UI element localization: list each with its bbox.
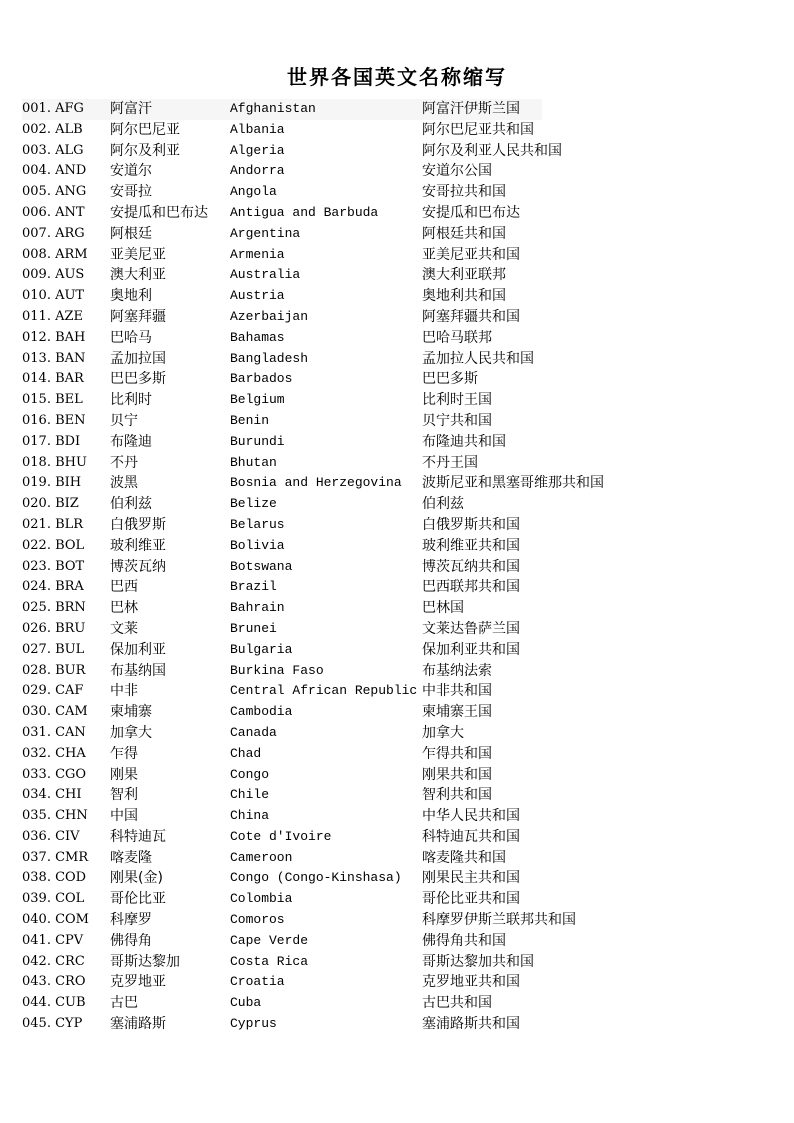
country-name-short: 柬埔寨 — [110, 704, 152, 721]
list-item — [22, 681, 682, 702]
country-name-english: Azerbaijan — [230, 308, 309, 324]
country-name-full: 中华人民共和国 — [422, 808, 520, 825]
country-name-english: Australia — [230, 267, 301, 283]
country-list — [22, 99, 682, 1035]
list-item — [22, 265, 682, 286]
list-item — [22, 993, 682, 1014]
list-item — [22, 473, 682, 494]
country-name-english: Croatia — [230, 974, 285, 990]
country-name-short: 巴西 — [110, 579, 138, 596]
country-code: 027. BUL — [22, 641, 85, 657]
country-name-short: 哥伦比亚 — [110, 891, 166, 908]
country-code: 043. CRO — [22, 974, 86, 990]
country-name-short: 克罗地亚 — [110, 974, 166, 991]
country-name-english: Cyprus — [230, 1016, 277, 1032]
country-name-short: 不丹 — [110, 454, 138, 471]
list-item — [22, 765, 682, 786]
list-item — [22, 328, 682, 349]
country-code: 002. ALB — [22, 121, 83, 137]
country-name-full: 古巴共和国 — [422, 995, 492, 1012]
country-name-full: 奥地利共和国 — [422, 288, 506, 305]
country-name-full: 阿尔巴尼亚共和国 — [422, 121, 534, 138]
list-item — [22, 224, 682, 245]
list-item — [22, 203, 682, 224]
country-name-short: 布基纳国 — [110, 662, 166, 679]
country-name-short: 保加利亚 — [110, 641, 166, 658]
list-item — [22, 1014, 682, 1035]
list-item — [22, 702, 682, 723]
country-code: 015. BEL — [22, 392, 83, 408]
country-name-full: 安哥拉共和国 — [422, 184, 506, 201]
list-item — [22, 515, 682, 536]
country-code: 017. BDI — [22, 433, 81, 449]
country-name-full: 博茨瓦纳共和国 — [422, 558, 520, 575]
list-item — [22, 453, 682, 474]
country-name-full: 不丹王国 — [422, 454, 478, 471]
country-name-short: 哥斯达黎加 — [110, 953, 180, 970]
country-name-full: 乍得共和国 — [422, 745, 492, 762]
country-name-short: 澳大利亚 — [110, 267, 166, 284]
country-name-english: Burundi — [230, 433, 285, 449]
country-code: 038. COD — [22, 870, 87, 886]
country-name-english: Albania — [230, 121, 285, 137]
country-name-english: Armenia — [230, 246, 285, 262]
country-name-full: 佛得角共和国 — [422, 932, 506, 949]
country-name-short: 古巴 — [110, 995, 138, 1012]
country-name-short: 科摩罗 — [110, 912, 152, 929]
country-code: 044. CUB — [22, 995, 86, 1011]
country-name-short: 安道尔 — [110, 163, 152, 180]
country-name-english: Cote d'Ivoire — [230, 828, 332, 844]
country-name-english: Cameroon — [230, 849, 293, 865]
country-name-short: 加拿大 — [110, 724, 152, 741]
country-code: 013. BAN — [22, 350, 86, 366]
country-name-short: 中非 — [110, 683, 138, 700]
country-code: 009. AUS — [22, 267, 85, 283]
country-name-full: 安道尔公国 — [422, 163, 492, 180]
country-name-short: 喀麦隆 — [110, 849, 152, 866]
country-name-english: Chile — [230, 787, 270, 803]
country-name-full: 巴哈马联邦 — [422, 329, 492, 346]
list-item — [22, 952, 682, 973]
country-name-short: 刚果 — [110, 766, 138, 783]
country-name-short: 阿富汗 — [110, 101, 152, 117]
list-item — [22, 161, 682, 182]
country-name-english: Congo (Congo-Kinshasa) — [230, 870, 402, 886]
list-item — [22, 99, 542, 120]
country-code: 003. ALG — [22, 142, 84, 158]
country-code: 041. CPV — [22, 932, 84, 948]
country-name-english: Angola — [230, 184, 277, 200]
country-name-short: 佛得角 — [110, 932, 152, 949]
country-name-short: 中国 — [110, 808, 138, 825]
country-name-english: Canada — [230, 724, 277, 740]
country-name-full: 智利共和国 — [422, 787, 492, 804]
country-name-full: 阿富汗伊斯兰国 — [422, 101, 520, 117]
country-code: 039. COL — [22, 891, 85, 907]
country-name-english: Cape Verde — [230, 932, 309, 948]
country-name-full: 哥伦比亚共和国 — [422, 891, 520, 908]
list-item — [22, 557, 682, 578]
country-code: 018. BHU — [22, 454, 87, 470]
country-code: 001. AFG — [22, 101, 84, 116]
list-item — [22, 141, 682, 162]
country-code: 021. BLR — [22, 516, 84, 532]
country-name-english: Austria — [230, 288, 285, 304]
list-item — [22, 827, 682, 848]
country-name-full: 阿塞拜疆共和国 — [422, 308, 520, 325]
list-item — [22, 411, 682, 432]
country-name-full: 比利时王国 — [422, 392, 492, 409]
country-name-short: 巴林 — [110, 600, 138, 617]
country-name-full: 刚果共和国 — [422, 766, 492, 783]
country-name-short: 安哥拉 — [110, 184, 152, 201]
country-name-english: Argentina — [230, 225, 301, 241]
country-name-full: 文莱达鲁萨兰国 — [422, 620, 520, 637]
list-item — [22, 972, 682, 993]
country-name-short: 科特迪瓦 — [110, 828, 166, 845]
country-name-full: 白俄罗斯共和国 — [422, 516, 520, 533]
list-item — [22, 577, 682, 598]
country-name-full: 阿根廷共和国 — [422, 225, 506, 242]
list-item — [22, 307, 682, 328]
country-name-english: Comoros — [230, 912, 285, 928]
country-name-english: Antigua and Barbuda — [230, 204, 379, 220]
country-code: 036. CIV — [22, 828, 80, 844]
country-code: 024. BRA — [22, 579, 84, 595]
country-name-full: 柬埔寨王国 — [422, 704, 492, 721]
list-item — [22, 868, 682, 889]
country-code: 025. BRN — [22, 600, 86, 616]
country-name-short: 伯利兹 — [110, 496, 152, 513]
country-name-full: 保加利亚共和国 — [422, 641, 520, 658]
country-name-full: 刚果民主共和国 — [422, 870, 520, 887]
country-name-short: 乍得 — [110, 745, 138, 762]
country-name-english: Brazil — [230, 579, 277, 595]
list-item — [22, 619, 682, 640]
country-name-english: Belgium — [230, 392, 285, 408]
country-name-short: 巴巴多斯 — [110, 371, 166, 388]
country-code: 030. CAM — [22, 704, 88, 720]
list-item — [22, 432, 682, 453]
list-item — [22, 910, 682, 931]
country-name-short: 刚果(金) — [110, 870, 163, 887]
country-name-full: 澳大利亚联邦 — [422, 267, 506, 284]
list-item — [22, 245, 682, 266]
country-name-full: 布隆迪共和国 — [422, 433, 506, 450]
country-name-english: Bahrain — [230, 600, 285, 616]
country-name-english: China — [230, 808, 270, 824]
country-code: 028. BUR — [22, 662, 86, 678]
country-name-full: 玻利维亚共和国 — [422, 537, 520, 554]
country-name-english: Bosnia and Herzegovina — [230, 475, 402, 491]
country-name-short: 智利 — [110, 787, 138, 804]
list-item — [22, 931, 682, 952]
country-name-english: Costa Rica — [230, 953, 309, 969]
country-code: 042. CRC — [22, 953, 85, 969]
list-item — [22, 598, 682, 619]
country-name-short: 波黑 — [110, 475, 138, 492]
country-code: 031. CAN — [22, 724, 86, 740]
country-code: 023. BOT — [22, 558, 85, 574]
country-code: 040. COM — [22, 912, 89, 928]
list-item — [22, 120, 682, 141]
country-code: 007. ARG — [22, 225, 85, 241]
country-code: 034. CHI — [22, 787, 82, 803]
list-item — [22, 723, 682, 744]
country-code: 019. BIH — [22, 475, 82, 491]
country-name-short: 亚美尼亚 — [110, 246, 166, 263]
country-name-english: Chad — [230, 745, 262, 761]
country-code: 004. AND — [22, 163, 87, 179]
list-item — [22, 390, 682, 411]
country-name-short: 贝宁 — [110, 412, 138, 429]
country-name-full: 伯利兹 — [422, 496, 464, 513]
country-name-english: Algeria — [230, 142, 285, 158]
country-name-short: 阿尔巴尼亚 — [110, 121, 180, 138]
country-name-short: 阿塞拜疆 — [110, 308, 166, 325]
country-name-short: 安提瓜和巴布达 — [110, 204, 208, 221]
country-name-english: Benin — [230, 412, 270, 428]
country-code: 011. AZE — [22, 308, 83, 324]
country-name-full: 巴巴多斯 — [422, 371, 478, 388]
country-name-english: Bahamas — [230, 329, 285, 345]
list-item — [22, 806, 682, 827]
country-name-english: Central African Republic — [230, 683, 418, 699]
list-item — [22, 661, 682, 682]
country-name-full: 科摩罗伊斯兰联邦共和国 — [422, 912, 576, 929]
country-code: 045. CYP — [22, 1016, 83, 1032]
country-name-full: 巴西联邦共和国 — [422, 579, 520, 596]
country-name-short: 奥地利 — [110, 288, 152, 305]
country-code: 008. ARM — [22, 246, 88, 262]
country-name-full: 巴林国 — [422, 600, 464, 617]
list-item — [22, 848, 682, 869]
country-name-full: 中非共和国 — [422, 683, 492, 700]
country-name-short: 比利时 — [110, 392, 152, 409]
country-name-english: Botswana — [230, 558, 293, 574]
country-name-full: 布基纳法索 — [422, 662, 492, 679]
country-name-short: 巴哈马 — [110, 329, 152, 346]
country-name-short: 玻利维亚 — [110, 537, 166, 554]
country-name-english: Cuba — [230, 995, 262, 1011]
country-code: 037. CMR — [22, 849, 89, 865]
country-name-short: 文莱 — [110, 620, 138, 637]
list-item — [22, 349, 682, 370]
country-name-short: 塞浦路斯 — [110, 1016, 166, 1033]
country-name-english: Belize — [230, 496, 277, 512]
list-item — [22, 785, 682, 806]
country-code: 012. BAH — [22, 329, 86, 345]
country-name-full: 孟加拉人民共和国 — [422, 350, 534, 367]
country-name-english: Congo — [230, 766, 270, 782]
country-name-english: Barbados — [230, 371, 293, 387]
country-name-short: 博茨瓦纳 — [110, 558, 166, 575]
country-code: 020. BIZ — [22, 496, 79, 512]
list-item — [22, 640, 682, 661]
country-name-short: 孟加拉国 — [110, 350, 166, 367]
country-code: 016. BEN — [22, 412, 86, 428]
country-name-english: Andorra — [230, 163, 285, 179]
country-name-full: 阿尔及利亚人民共和国 — [422, 142, 562, 159]
country-name-short: 阿尔及利亚 — [110, 142, 180, 159]
country-code: 032. CHA — [22, 745, 86, 761]
country-name-full: 加拿大 — [422, 724, 464, 741]
country-name-english: Colombia — [230, 891, 293, 907]
country-name-english: Afghanistan — [230, 101, 316, 116]
list-item — [22, 369, 682, 390]
country-name-english: Cambodia — [230, 704, 293, 720]
country-name-english: Bolivia — [230, 537, 285, 553]
country-name-english: Bhutan — [230, 454, 277, 470]
country-code: 010. AUT — [22, 288, 85, 304]
country-code: 026. BRU — [22, 620, 86, 636]
page-title: 世界各国英文名称缩写 — [287, 65, 507, 89]
country-name-full: 安提瓜和巴布达 — [422, 204, 520, 221]
country-name-short: 白俄罗斯 — [110, 516, 166, 533]
list-item — [22, 494, 682, 515]
country-name-english: Belarus — [230, 516, 285, 532]
country-code: 022. BOL — [22, 537, 85, 553]
list-item — [22, 889, 682, 910]
country-code: 005. ANG — [22, 184, 87, 200]
country-code: 035. CHN — [22, 808, 88, 824]
country-name-english: Bangladesh — [230, 350, 309, 366]
country-name-full: 克罗地亚共和国 — [422, 974, 520, 991]
country-code: 014. BAR — [22, 371, 84, 387]
country-name-full: 喀麦隆共和国 — [422, 849, 506, 866]
list-item — [22, 536, 682, 557]
country-name-english: Brunei — [230, 620, 277, 636]
country-name-english: Bulgaria — [230, 641, 293, 657]
country-name-full: 贝宁共和国 — [422, 412, 492, 429]
country-name-english: Burkina Faso — [230, 662, 324, 678]
country-name-full: 亚美尼亚共和国 — [422, 246, 520, 263]
list-item — [22, 286, 682, 307]
country-name-full: 塞浦路斯共和国 — [422, 1016, 520, 1033]
country-name-full: 科特迪瓦共和国 — [422, 828, 520, 845]
country-name-short: 阿根廷 — [110, 225, 152, 242]
list-item — [22, 182, 682, 203]
country-code: 033. CGO — [22, 766, 87, 782]
country-code: 029. CAF — [22, 683, 84, 699]
list-item — [22, 744, 682, 765]
country-name-short: 布隆迪 — [110, 433, 152, 450]
country-name-full: 哥斯达黎加共和国 — [422, 953, 534, 970]
country-name-full: 波斯尼亚和黑塞哥维那共和国 — [422, 475, 604, 492]
country-code: 006. ANT — [22, 204, 85, 220]
